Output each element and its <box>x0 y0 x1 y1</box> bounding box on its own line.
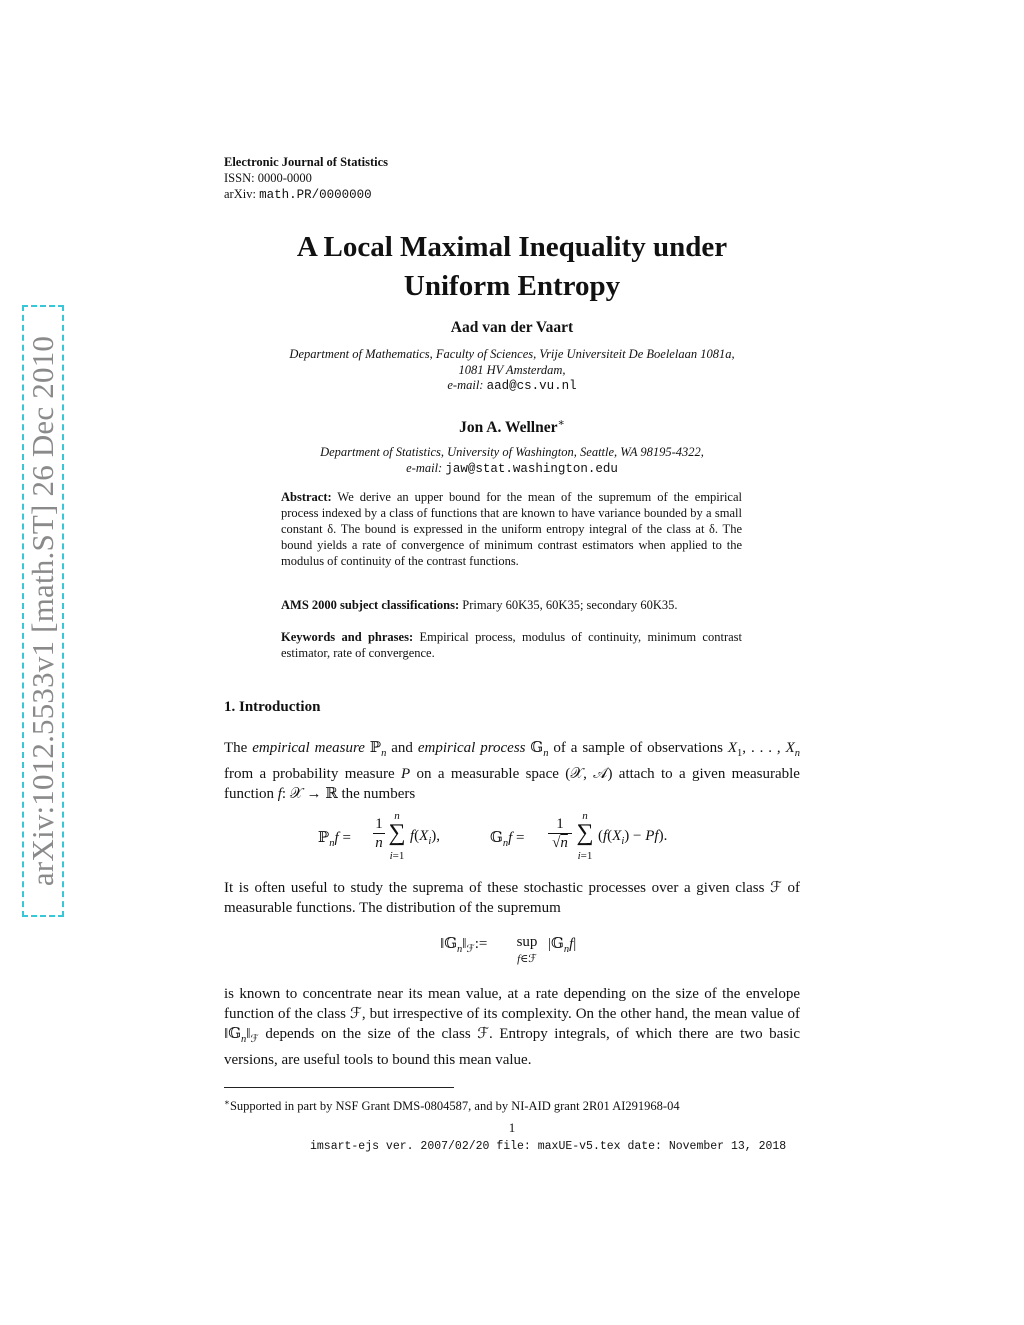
title-line-2: Uniform Entropy <box>403 270 621 302</box>
footnote <box>224 1094 800 1114</box>
author-2-affil-line-1: Department of Statistics, University of Washington, Seattle, WA 98195-4322, <box>320 445 704 459</box>
journal-arxiv <box>224 186 388 203</box>
display-equation-empirical <box>318 812 718 870</box>
abstract-text: We derive an upper bound for the mean of the supremum of the empirical process indexed by a class of functions that are known to have variance bounded by a small constant δ. The bound is expressed in the uniform entropy integral of the class at δ. The bound yields a rate of convergence of minimum contrast estimators when applied to the modulus of continuity of the contrast functions. <box>281 490 742 568</box>
p2-text-b: of measurable functions. The distribution of the supremum <box>224 880 801 916</box>
eq-sum-2: ∑ <box>576 820 594 846</box>
eq-centered-term: $(f(X_i) - Pf)$. <box>598 828 668 847</box>
math-class-F: ℱ <box>770 880 782 896</box>
author-2-name-row <box>224 416 800 437</box>
paper-title <box>224 228 800 306</box>
journal-header <box>224 154 388 203</box>
eq-sum-1: ∑ <box>388 820 406 846</box>
author-1-email[interactable]: aad@cs.vu.nl <box>486 379 577 393</box>
ams-classification <box>281 597 742 613</box>
imsart-footer: imsart-ejs ver. 2007/02/20 file: maxUE-v5.tex date: November 13, 2018 <box>310 1140 787 1153</box>
eq-sum-upper-1: n <box>394 810 400 822</box>
p3-text-c: depends on the size of the class <box>258 1026 478 1042</box>
eq-sup-subscript: f∈ℱ <box>517 953 537 965</box>
display-equation-supremum <box>440 934 600 974</box>
p1-text-c: of a sample of observations <box>548 740 723 756</box>
author-2-email-label: e-mail: <box>406 460 446 475</box>
journal-issn: ISSN: 0000-0000 <box>224 171 312 185</box>
math-Gn: 𝔾$_n$ <box>530 740 549 759</box>
keywords <box>281 629 742 661</box>
author-2-email[interactable]: jaw@stat.washington.edu <box>445 461 618 476</box>
p1-text-d: from a probability measure <box>224 766 402 782</box>
section-heading: 1. Introduction <box>224 699 321 715</box>
eq-Pnf-lhs: ℙ$_n$f = <box>318 830 351 849</box>
p3-text-d: . Entropy integrals, of which there are two basic versions, are useful tools to bound this mean value. <box>224 1026 800 1068</box>
author-1-affiliation <box>224 347 800 395</box>
math-P: P <box>401 766 411 782</box>
intro-paragraph-1 <box>224 738 800 804</box>
ams-label: AMS 2000 subject classifications: <box>281 598 460 612</box>
intro-paragraph-2 <box>224 878 800 918</box>
p1-emph-empirical-process: empirical process <box>417 740 526 756</box>
math-class-F-2: ℱ <box>350 1006 362 1022</box>
eq-sum-lower-1: i=1 <box>389 850 405 862</box>
eq-sum-lower-2: i=1 <box>577 850 593 862</box>
eq-fraction-1-over-n: 1 n <box>373 816 385 852</box>
eq-sum-upper-2: n <box>582 810 588 822</box>
eq-sup: sup <box>516 934 538 950</box>
p1-text-f: attach to a given measurable function <box>224 766 800 802</box>
p3-text-a: is known to concentrate near its mean value, at a rate depending on the size of the envelope function of the class <box>224 986 800 1022</box>
author-2-email-row <box>224 461 800 478</box>
eq-fraction-1-over-sqrt-n: 1 √n <box>548 816 572 852</box>
p1-emph-empirical-measure: empirical measure <box>252 740 365 756</box>
author-2-name: Jon A. Wellner <box>459 419 558 437</box>
abstract-label: Abstract: <box>281 490 332 504</box>
math-sample: $X_1$, . . . , $X_n$ <box>727 740 800 759</box>
abstract-block <box>281 489 742 569</box>
title-line-1: A Local Maximal Inequality under <box>296 231 728 263</box>
author-1-email-label: e-mail: <box>447 378 487 392</box>
journal-arxiv-label: arXiv: <box>224 187 260 201</box>
p2-text-a: It is often useful to study the suprema of these stochastic processes over a given class <box>224 880 771 896</box>
author-2-footnote-mark: ∗ <box>557 417 565 429</box>
author-1-affil-line-2: 1081 HV Amsterdam, <box>458 362 566 377</box>
author-1-email-row <box>224 378 800 395</box>
ams-text: Primary 60K35, 60K35; secondary 60K35. <box>459 598 678 612</box>
math-norm-Gn: $‖𝔾_n‖_ℱ$ <box>224 1026 259 1045</box>
p1-text-e: on a measurable space <box>410 766 566 782</box>
author-1-affil-line-1: Department of Mathematics, Faculty of Sciences, Vrije Universiteit De Boelelaan 1081a, <box>289 347 735 361</box>
p1-text-b: and <box>386 740 418 756</box>
math-space: (𝒳, 𝒜) <box>565 766 613 782</box>
math-function: f: 𝒳 → ℝ <box>277 786 338 802</box>
footnote-mark: ∗ <box>224 1097 230 1107</box>
eq-f-Xi: $f(X_i)$, <box>410 828 441 847</box>
math-Pn: ℙ$_n$ <box>369 740 387 759</box>
intro-paragraph-3 <box>224 984 800 1070</box>
author-1-name: Aad van der Vaart <box>450 319 574 336</box>
eq-abs-Gnf: |𝔾$_n$f| <box>548 936 577 955</box>
footnote-text: Supported in part by NSF Grant DMS-0804587, and by NI-AID grant 2R01 AI291968-04 <box>229 1099 680 1114</box>
keywords-label: Keywords and phrases: <box>281 630 414 644</box>
author-2-affiliation <box>224 445 800 477</box>
p1-text-g: the numbers <box>337 786 416 802</box>
arxiv-identifier: arXiv:1012.5533v1 [math.ST] 26 Dec 2010 <box>25 335 60 887</box>
arxiv-sidebar <box>22 305 64 917</box>
keywords-text: Empirical process, modulus of continuity, minimum contrast estimator, rate of convergence. <box>281 630 742 660</box>
journal-arxiv-code: math.PR/0000000 <box>259 188 372 202</box>
journal-name: Electronic Journal of Statistics <box>224 155 388 169</box>
footnote-rule <box>224 1087 454 1088</box>
math-class-F-3: ℱ <box>477 1026 490 1042</box>
page-number: 1 <box>508 1120 516 1135</box>
p3-text-b: , but irrespective of its complexity. On the other hand, the mean value of <box>361 1006 800 1022</box>
eq-Gnf-lhs: 𝔾$_n$f = <box>490 830 525 849</box>
p1-text-a: The <box>224 740 253 756</box>
eq-norm-Gn: $‖𝔾_n‖_ℱ:=$ <box>440 936 488 955</box>
